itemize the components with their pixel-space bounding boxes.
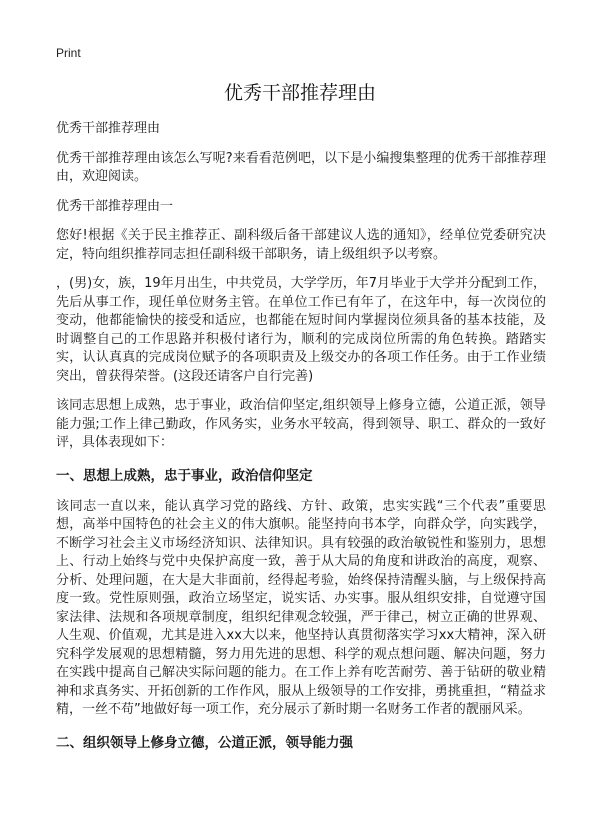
document-body — [56, 120, 546, 765]
document-title: 优秀干部推荐理由 — [223, 82, 376, 104]
paragraph-3: 该同志思想上成熟，忠于事业，政治信仰坚定,组织领导上修身立德，公道正派，领导能力强;工作上律己勤政，作风务实，业务水平较高，得到领导、职工、群众的一致好评，具体表现如下： — [56, 398, 546, 450]
paragraph-2: ，(男)女，族，19年月出生，中共党员，大学学历，年7月毕业于大学并分配到工作，先后从事工作，现任单位财务主管。在单位工作已有年了，在这年中，每一次岗位的变动，他都能愉快的接受和适应，也都能在短时间内掌握岗位须具备的基本技能，及时调整自己的工作思路并积极付诸行为，顺利的完成岗位所需的角色转换。踏踏实实，认认真真的完成岗位赋予的各项职责及上级交办的各项工作任务。由于工作业绩突出，曾获得荣誉。(这段还请客户自行完善) — [56, 276, 546, 384]
paragraph-1: 您好!根据《关于民主推荐正、副科级后备干部建议人选的通知》，经单位党委研究决定，特向组织推荐同志担任副科级干部职务，请上级组织予以考察。 — [56, 228, 546, 262]
section-label: 优秀干部推荐理由一 — [56, 198, 174, 214]
intro-paragraph: 优秀干部推荐理由该怎么写呢?来看看范例吧，以下是小编搜集整理的优秀干部推荐理由，欢迎阅读。 — [56, 150, 546, 184]
print-link[interactable]: Print — [56, 46, 81, 60]
paragraph-4: 该同志一直以来，能认真学习党的路线、方针、政策，忠实实践“三个代表”重要思想，高举中国特色的社会主义的伟大旗帜。能坚持向书本学，向群众学，向实践学，不断学习社会主义市场经济知识、法律知识。具有较强的政治敏锐性和鉴别力，思想上、行动上始终与党中央保护高度一致，善于从大局的角度和讲政治的高度，观察、分析、处理问题，在大是大非面前，经得起考验，始终保持清醒头脑，与上级保持高度一致。党性原则强，政治立场坚定，说实话、办实事。服从组织安排，自觉遵守国家法律、法规和各项规章制度，组织纪律观念较强，严于律己，树立正确的世界观、人生观、价值观，尤其是进入xx大以来，他坚持认真贯彻落实学习xx大精神，深入研究科学发展观的思想精髓，努力用先进的思想、科学的观点想问题、解决问题，努力在实践中提高自己解决实际问题的能力。在工作上养有吃苦耐劳、善于钻研的敬业精神和求真务实、开拓创新的工作作风，服从上级领导的工作安排，勇挑重担，“精益求精，一丝不苟”地做好每一项工作，充分展示了新时期一名财务工作者的靓丽风采。 — [56, 498, 546, 717]
section-heading-2: 二、组织领导上修身立德，公道正派，领导能力强 — [56, 734, 353, 751]
document-subtitle: 优秀干部推荐理由 — [56, 121, 161, 136]
section-heading-1: 一、思想上成熟，忠于事业，政治信仰坚定 — [56, 467, 313, 484]
